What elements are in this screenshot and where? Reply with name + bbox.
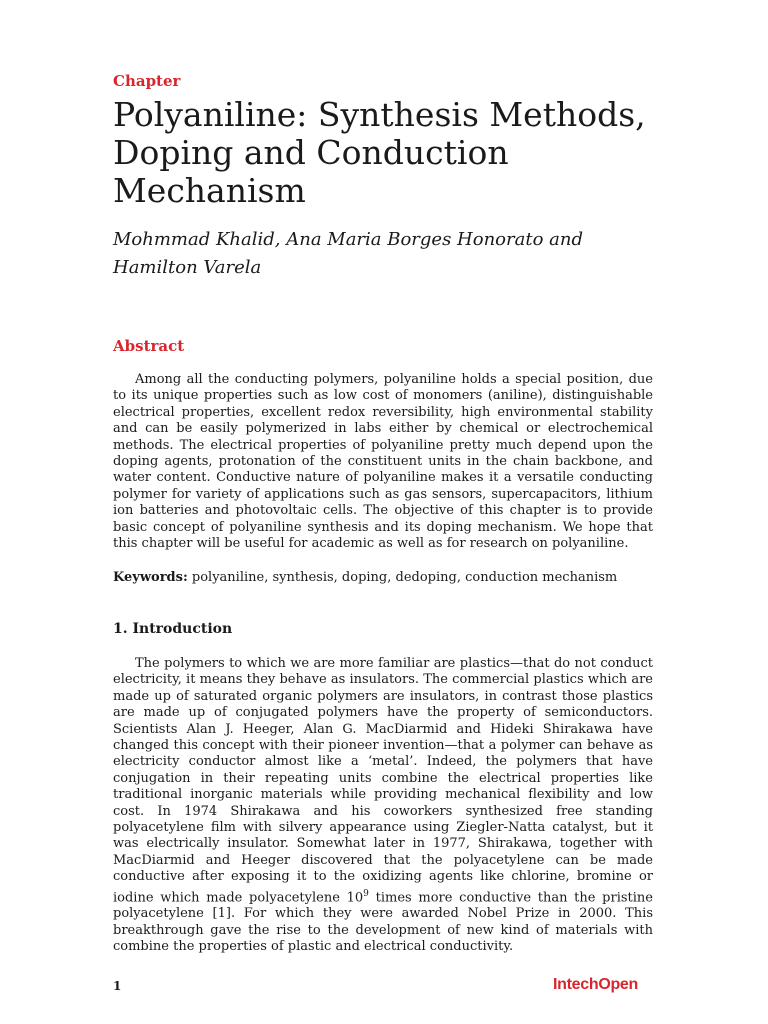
chapter-title: Polyaniline: Synthesis Methods, Doping and Conduction Mechanism	[113, 95, 646, 210]
page-number: 1	[113, 979, 122, 993]
abstract-text: Among all the conducting polymers, polyaniline holds a special position, due to its unique properties such as low cost of monomers (aniline), distinguishable electrical properties, excellent redox reversibility, high environmental stability and can be easily polymerized in labs either by chemical or electrochemical methods. The electrical properties of polyaniline pretty much depend upon the doping agents, protonation of the constituent units in the chain backbone, and water content. Conductive nature of polyaniline makes it a versatile conducting polymer for variety of applications such as gas sensors, supercapacitors, lithium ion batteries and photovoltaic cells. The objective of this chapter is to provide basic concept of polyaniline synthesis and its doping mechanism. We hope that this chapter will be useful for academic as well as for research on polyaniline.	[113, 372, 653, 552]
keywords-label: Keywords:	[113, 570, 188, 585]
author-list: Mohmmad Khalid, Ana Maria Borges Honorato and Hamilton Varela	[113, 229, 583, 278]
introduction-text-part2: times more conductive than the pristine polyacetylene [1]. For which they were awarded Nobel Prize in 2000. This breakthrough gave the rise to the development of new kind of materials with combine the properties of plastic and electrical conductivity.	[113, 890, 653, 955]
keywords-text: polyaniline, synthesis, doping, dedoping, conduction mechanism	[191, 570, 618, 585]
publisher-logo: IntechOpen	[553, 976, 639, 993]
introduction-text-part1: The polymers to which we are more familiar are plastics—that do not conduct electricity, it means they behave as insulators. The commercial plastics which are made up of saturated organic polymers are insulators, in contrast those plastics are made up of conjugated polymers have the property of semiconductors. Scientists Alan J. Heeger, Alan G. MacDiarmid and Hideki Shirakawa have changed this concept with their pioneer invention—that a polymer can behave as electricity conductor almost like a ‘metal’. Indeed, the polymers that have conjugation in their repeating units combine the electrical properties like traditional inorganic materials while providing mechanical flexibility and low cost. In 1974 Shirakawa and his coworkers synthesized free standing polyacetylene film with silvery appearance using Ziegler-Natta catalyst, but it was electrically insulator. Somewhat later in 1977, Shirakawa, together with MacDiarmid and Heeger discovered that the polyacetylene can be made conductive after exposing it to the oxidizing agents like chlorine, bromine or iodine which made polyacetylene 10	[113, 656, 653, 906]
chapter-label: Chapter	[113, 72, 181, 90]
section-heading-introduction: 1. Introduction	[113, 621, 233, 637]
keywords	[113, 570, 653, 586]
introduction-text	[113, 656, 653, 956]
superscript-exponent: 9	[363, 888, 369, 899]
abstract-heading: Abstract	[113, 337, 185, 355]
